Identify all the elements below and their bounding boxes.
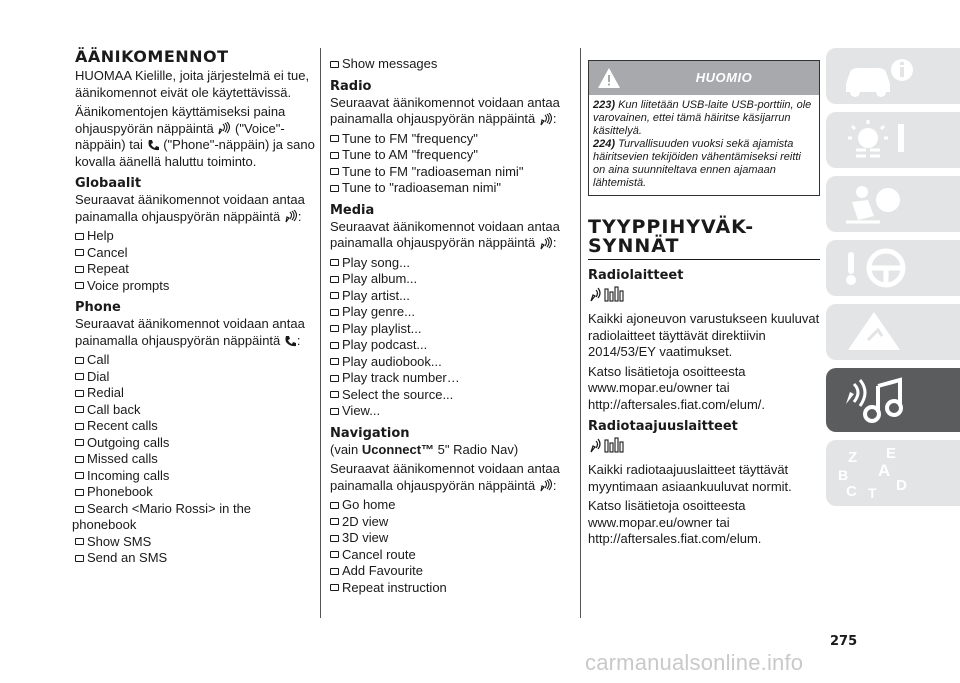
list-item: Show SMS bbox=[75, 534, 315, 551]
voice-button-icon bbox=[217, 122, 231, 136]
warning-icon bbox=[838, 310, 918, 354]
multimedia-icon bbox=[838, 374, 918, 426]
list-item: Repeat instruction bbox=[330, 580, 575, 597]
car-info-icon bbox=[838, 54, 918, 98]
list-item: Missed calls bbox=[75, 451, 315, 468]
list-item: Tune to AM "frequency" bbox=[330, 147, 575, 164]
index-letters-icon bbox=[838, 446, 928, 502]
section-title-type-approvals: TYYPPIHYVÄK- SYNNÄT bbox=[588, 216, 755, 257]
index-letter: A bbox=[878, 461, 891, 480]
list-item: Play album... bbox=[330, 271, 575, 288]
list-item: 2D view bbox=[330, 514, 575, 531]
section-title-voice-commands: ÄÄNIKOMENNOT bbox=[75, 47, 229, 66]
instructions-paragraph: Äänikomentojen käyttämiseksi paina ohjauspyörän näppäintä ("Voice"-näppäin) tai ("Phone"-näppäin) ja sano kovalla äänellä haluttu toiminto. bbox=[75, 104, 315, 169]
tab-car-info[interactable] bbox=[826, 48, 960, 104]
index-letter: E bbox=[886, 446, 897, 462]
voice-button-icon bbox=[539, 237, 553, 251]
list-item: Repeat bbox=[75, 261, 315, 278]
list-item: Phonebook bbox=[75, 484, 315, 501]
voice-button-icon bbox=[284, 210, 298, 224]
navigation-intro: Seuraavat äänikomennot voidaan antaa painamalla ohjauspyörän näppäintä : bbox=[330, 461, 560, 493]
radio-frequency-paragraph: Kaikki radiotaajuuslaitteet täyttävät myyntimaan asiaankuuluvat normit. bbox=[588, 462, 792, 494]
voice-button-icon bbox=[539, 479, 553, 493]
list-item: Play genre... bbox=[330, 304, 575, 321]
list-item: Dial bbox=[75, 369, 315, 386]
list-item: Call bbox=[75, 352, 315, 369]
title-rule bbox=[588, 259, 820, 260]
warning-notice-box bbox=[588, 60, 820, 196]
list-item: 3D view bbox=[330, 530, 575, 547]
heading-radio-frequency-equipment: Radiotaajuuslaitteet bbox=[588, 419, 738, 434]
notice-header bbox=[589, 61, 819, 95]
list-item: Add Favourite bbox=[330, 563, 575, 580]
lights-icon bbox=[838, 118, 918, 162]
index-letter: B bbox=[838, 467, 849, 483]
heading-radio: Radio bbox=[330, 78, 372, 94]
notice-item: 224) Turvallisuuden vuoksi sekä ajamista häiritsevien tekijöiden vähentämiseksi reitti on aina suunniteltava ennen ajamaan lähtemistä. bbox=[593, 138, 801, 189]
column-divider bbox=[580, 48, 581, 618]
heading-radio-equipment: Radiolaitteet bbox=[588, 268, 684, 283]
heading-global: Globaalit bbox=[75, 176, 142, 191]
phone-button-icon bbox=[147, 139, 160, 152]
voice-button-icon bbox=[539, 113, 553, 127]
phone-intro: Seuraavat äänikomennot voidaan antaa painamalla ohjauspyörän näppäintä : bbox=[75, 316, 305, 348]
airbag-icon bbox=[838, 182, 918, 226]
tab-index[interactable] bbox=[826, 440, 960, 506]
tab-lights[interactable] bbox=[826, 112, 960, 168]
tab-airbag[interactable] bbox=[826, 176, 960, 232]
list-item: Help bbox=[75, 228, 315, 245]
page-number: 275 bbox=[830, 634, 858, 649]
list-item: Redial bbox=[75, 385, 315, 402]
notice-title: HUOMIO bbox=[695, 70, 753, 85]
notice-body bbox=[589, 95, 819, 195]
radio-frequency-icon bbox=[588, 437, 628, 455]
list-item: Cancel route bbox=[330, 547, 575, 564]
column-1 bbox=[72, 47, 315, 567]
list-item: Tune to "radioaseman nimi" bbox=[330, 180, 575, 197]
index-letter: D bbox=[896, 477, 907, 494]
list-item: Show messages bbox=[330, 56, 575, 73]
radio-frequency-link-paragraph: Katso lisätietoja osoitteesta www.mopar.eu/owner tai http://aftersales.fiat.com/elum. bbox=[588, 498, 762, 546]
list-item: Play song... bbox=[330, 255, 575, 272]
heading-navigation: Navigation bbox=[330, 425, 410, 441]
heading-media: Media bbox=[330, 202, 375, 218]
column-2 bbox=[330, 56, 575, 596]
index-letter: T bbox=[868, 485, 877, 501]
list-item: Call back bbox=[75, 402, 315, 419]
list-item: Outgoing calls bbox=[75, 435, 315, 452]
list-item: Voice prompts bbox=[75, 278, 315, 295]
media-intro: Seuraavat äänikomennot voidaan antaa painamalla ohjauspyörän näppäintä : bbox=[330, 218, 560, 250]
note-paragraph: HUOMAA Kielille, joita järjestelmä ei tue, äänikomennot eivät ole käytettävissä. bbox=[75, 68, 310, 100]
global-intro: Seuraavat äänikomennot voidaan antaa painamalla ohjauspyörän näppäintä : bbox=[75, 192, 305, 224]
notice-item: 223) Kun liitetään USB-laite USB-porttiin, ole varovainen, ettei tämä häiritse käsijarrun käsittelyä. bbox=[593, 99, 812, 137]
list-item: Send an SMS bbox=[75, 550, 315, 567]
list-item: Tune to FM "frequency" bbox=[330, 131, 575, 148]
tab-multimedia[interactable] bbox=[826, 368, 960, 432]
list-item: Search <Mario Rossi> in the phonebook bbox=[72, 500, 252, 532]
list-item: View... bbox=[330, 403, 575, 420]
radio-intro: Seuraavat äänikomennot voidaan antaa painamalla ohjauspyörän näppäintä : bbox=[330, 94, 560, 126]
list-item: Cancel bbox=[75, 245, 315, 262]
list-item: Play artist... bbox=[330, 288, 575, 305]
navigation-note: (vain Uconnect™ 5" Radio Nav) bbox=[330, 441, 519, 457]
list-item: Tune to FM "radioaseman nimi" bbox=[330, 164, 575, 181]
list-item: Play playlist... bbox=[330, 321, 575, 338]
index-letter: C bbox=[846, 483, 857, 500]
radio-equipment-icon bbox=[588, 286, 628, 304]
list-item: Play podcast... bbox=[330, 337, 575, 354]
tab-steering-wheel[interactable] bbox=[826, 240, 960, 296]
watermark: carmanualsonline.info bbox=[585, 650, 804, 675]
list-item: Go home bbox=[330, 497, 575, 514]
list-item: Incoming calls bbox=[75, 468, 315, 485]
radio-equipment-paragraph: Kaikki ajoneuvon varustukseen kuuluvat radiolaitteet täyttävät direktiivin 2014/53/EY vaatimukset. bbox=[588, 311, 820, 359]
list-item: Play track number… bbox=[330, 370, 575, 387]
column-3 bbox=[588, 60, 820, 551]
column-divider bbox=[320, 48, 321, 618]
list-item: Recent calls bbox=[75, 418, 315, 435]
heading-phone: Phone bbox=[75, 300, 121, 315]
index-letter: Z bbox=[848, 449, 858, 466]
phone-button-icon bbox=[284, 335, 297, 348]
list-item: Play audiobook... bbox=[330, 354, 575, 371]
tab-warning[interactable] bbox=[826, 304, 960, 360]
steering-wheel-icon bbox=[838, 246, 918, 290]
radio-equipment-link-paragraph: Katso lisätietoja osoitteesta www.mopar.eu/owner tai http://aftersales.fiat.com/elum/. bbox=[588, 363, 766, 412]
list-item: Select the source... bbox=[330, 387, 575, 404]
